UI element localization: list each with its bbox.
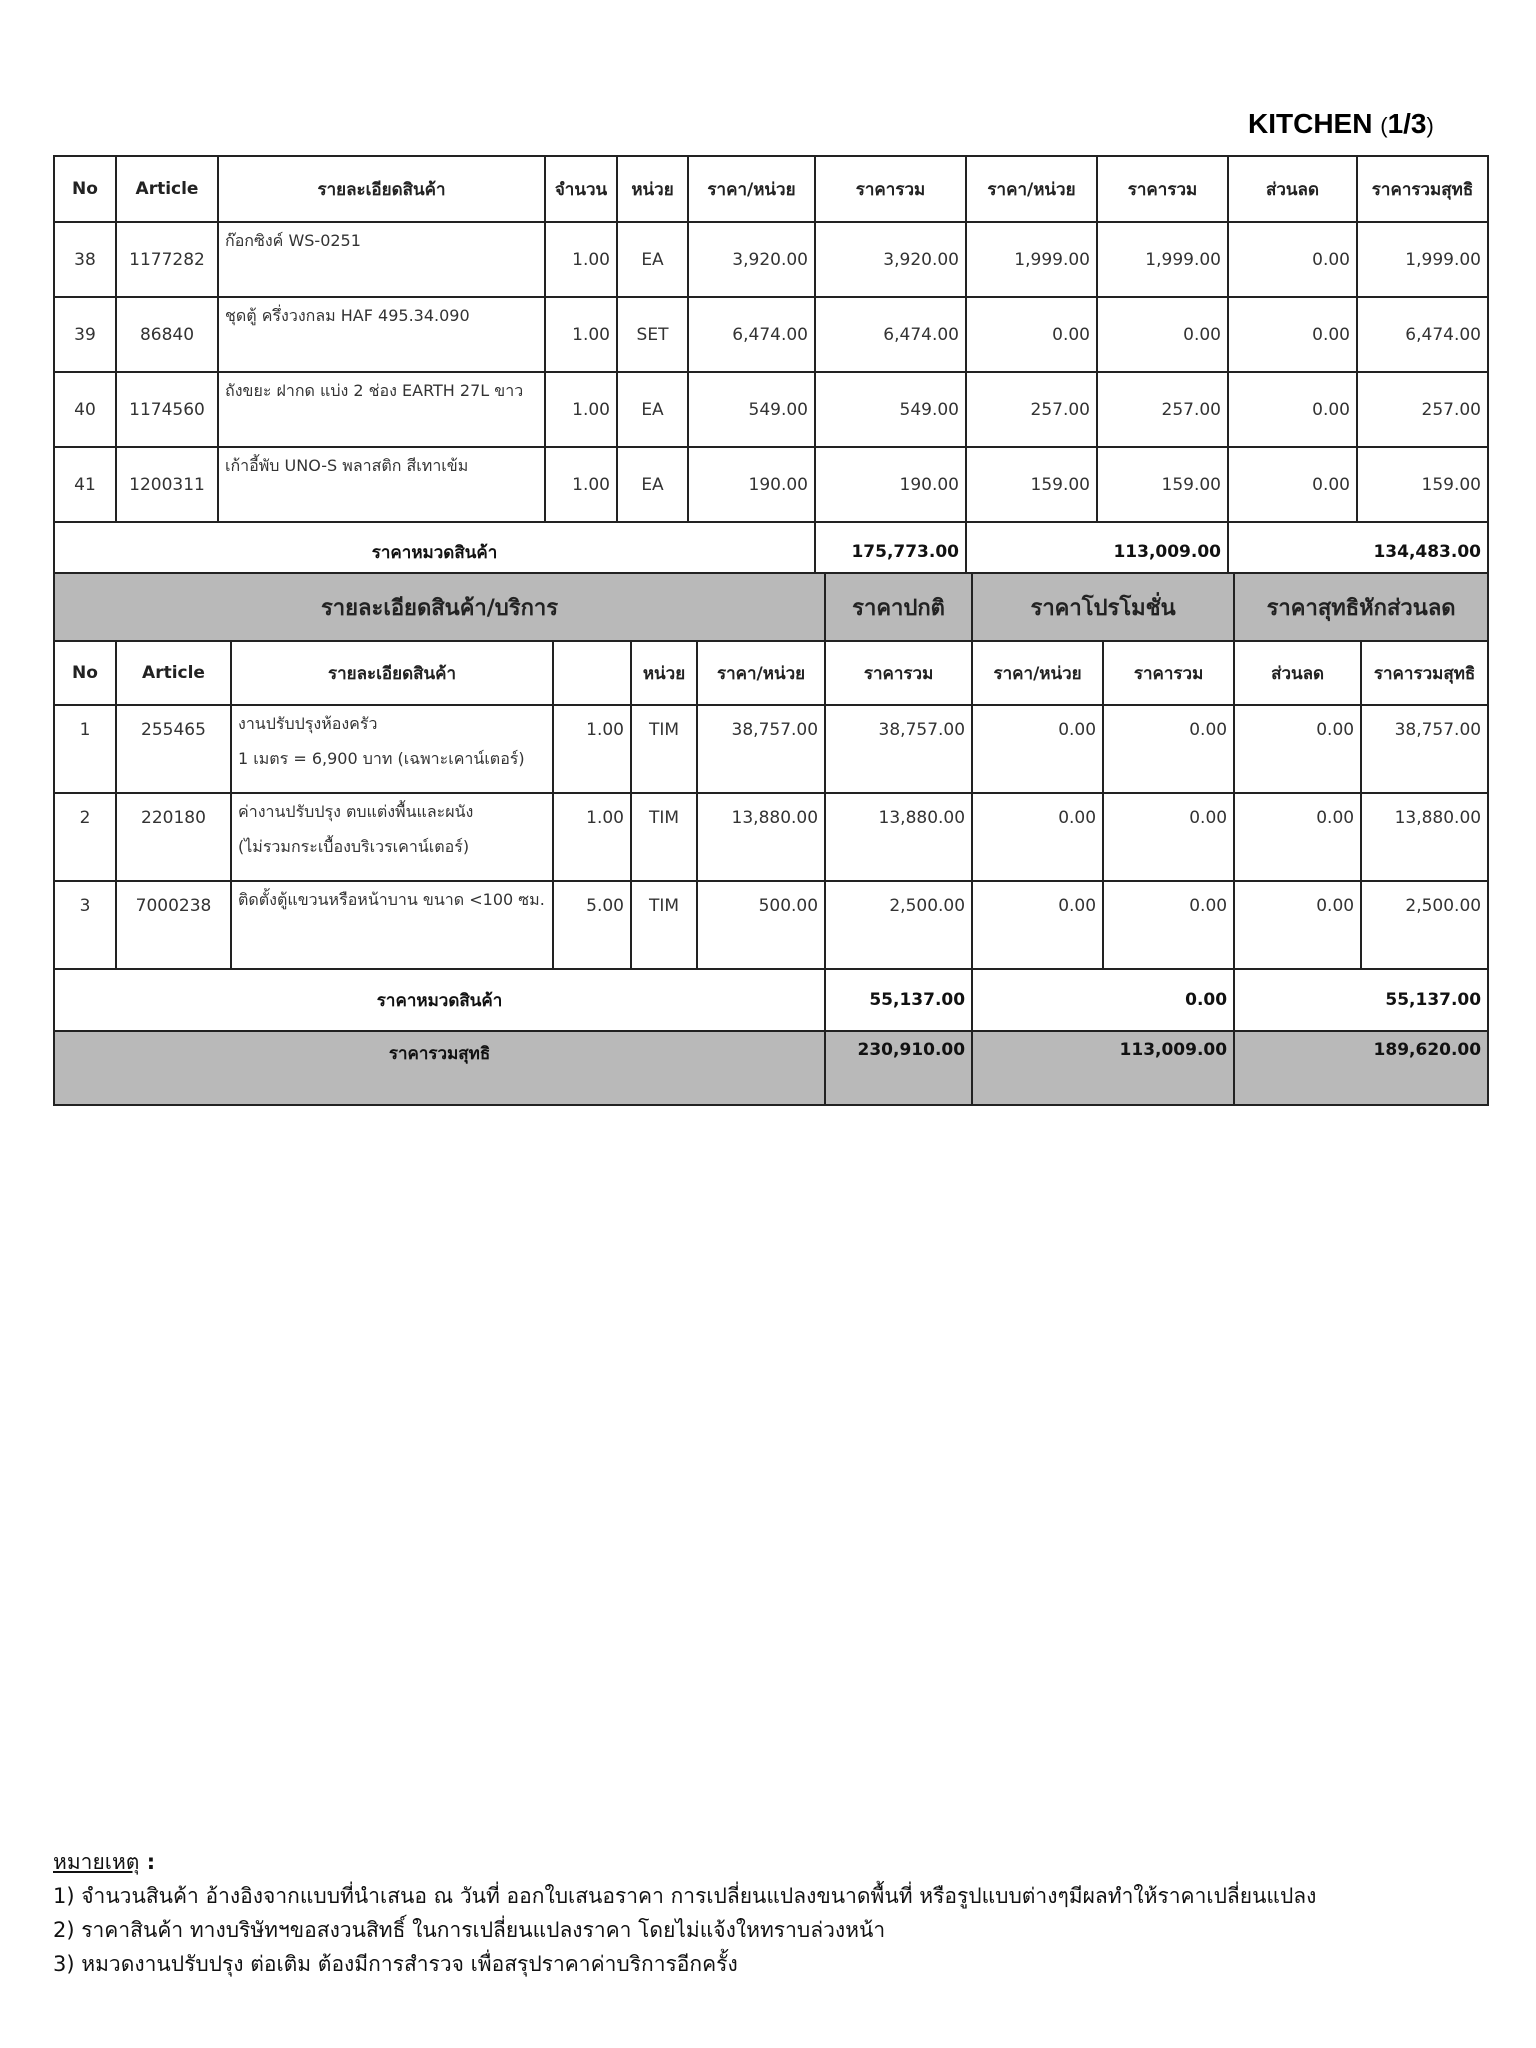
cell-quantity: 1.00	[545, 447, 617, 522]
description-line-1: งานปรับปรุงห้องครัว	[238, 714, 378, 733]
subtotal-label: ราคาหมวดสินค้า	[54, 969, 825, 1031]
cell-article: 7000238	[116, 881, 231, 969]
page-indicator: 1/3	[1387, 108, 1427, 139]
cell-article: 1177282	[116, 222, 218, 297]
cell-no: 40	[54, 372, 116, 447]
notes-section	[53, 1845, 1316, 1981]
table-row	[54, 881, 1488, 969]
cell-unit: EA	[617, 222, 688, 297]
cell-description: ก๊อกซิงค์ WS-0251	[218, 222, 545, 297]
col-header-description: รายละเอียดสินค้า	[231, 641, 553, 705]
cell-total: 3,920.00	[815, 222, 966, 297]
cell-net-total: 257.00	[1357, 372, 1488, 447]
col-header-unit-price: ราคา/หน่วย	[697, 641, 825, 705]
cell-net-total: 2,500.00	[1361, 881, 1488, 969]
subtotal-promo-total: 0.00	[972, 969, 1234, 1031]
cell-total: 13,880.00	[825, 793, 972, 881]
col-header-unit-price: ราคา/หน่วย	[688, 156, 815, 222]
cell-promo-unit-price: 0.00	[972, 881, 1103, 969]
cell-promo-total: 0.00	[1097, 297, 1228, 372]
subtotal-total: 55,137.00	[825, 969, 972, 1031]
cell-promo-unit-price: 0.00	[972, 793, 1103, 881]
section-header-net-price: ราคาสุทธิหักส่วนลด	[1234, 573, 1488, 641]
cell-total: 190.00	[815, 447, 966, 522]
note-item: 3) หมวดงานปรับปรุง ต่อเติม ต้องมีการสำรวจ เพื่อสรุปราคาค่าบริการอีกครั้ง	[53, 1952, 738, 1976]
table-row	[54, 793, 1488, 881]
note-item: 1) จำนวนสินค้า อ้างอิงจากแบบที่นำเสนอ ณ วันที่ ออกใบเสนอราคา การเปลี่ยนแปลงขนาดพื้นที่ หรือรูปแบบต่างๆมีผลทำให้ราคาเปลี่ยนแปลง	[53, 1884, 1317, 1908]
col-header-unit: หน่วย	[631, 641, 697, 705]
cell-unit: EA	[617, 372, 688, 447]
note-item: 2) ราคาสินค้า ทางบริษัทฯขอสงวนสิทธิ์ ในการเปลี่ยนแปลงราคา โดยไม่แจ้งใหทราบล่วงหน้า	[53, 1918, 886, 1942]
cell-description: เก้าอี้พับ UNO-S พลาสติก สีเทาเข้ม	[218, 447, 545, 522]
cell-total: 2,500.00	[825, 881, 972, 969]
description-line-2: (ไม่รวมกระเบื้องบริเวรเคาน์เตอร์)	[238, 837, 470, 856]
col-header-total: ราคารวม	[825, 641, 972, 705]
cell-promo-unit-price: 0.00	[966, 297, 1097, 372]
cell-total: 6,474.00	[815, 297, 966, 372]
notes-title: หมายเหตุ	[53, 1850, 140, 1874]
cell-unit-price: 13,880.00	[697, 793, 825, 881]
cell-promo-total: 0.00	[1103, 793, 1234, 881]
section-header-promo-price: ราคาโปรโมชั่น	[972, 573, 1234, 641]
subtotal-net-total: 134,483.00	[1228, 522, 1488, 582]
table-row	[54, 705, 1488, 793]
col-header-quantity: จำนวน	[545, 156, 617, 222]
col-header-discount: ส่วนลด	[1234, 641, 1361, 705]
cell-article: 255465	[116, 705, 231, 793]
section-header-row	[54, 573, 1488, 641]
subtotal-net-total: 55,137.00	[1234, 969, 1488, 1031]
cell-promo-total: 0.00	[1103, 881, 1234, 969]
cell-discount: 0.00	[1234, 881, 1361, 969]
cell-unit: TIM	[631, 881, 697, 969]
cell-no: 38	[54, 222, 116, 297]
cell-total: 38,757.00	[825, 705, 972, 793]
subtotal-label: ราคาหมวดสินค้า	[54, 522, 815, 582]
grand-total-row	[54, 1031, 1488, 1105]
cell-discount: 0.00	[1234, 705, 1361, 793]
table-header-row	[54, 156, 1488, 222]
table-row	[54, 297, 1488, 372]
cell-article: 220180	[116, 793, 231, 881]
col-header-promo-unit-price: ราคา/หน่วย	[966, 156, 1097, 222]
description-line-1: ติดตั้งตู้แขวนหรือหน้าบาน ขนาด <100 ซม.	[238, 890, 545, 909]
cell-unit-price: 190.00	[688, 447, 815, 522]
cell-description: ชุดตู้ ครึ่งวงกลม HAF 495.34.090	[218, 297, 545, 372]
cell-discount: 0.00	[1234, 793, 1361, 881]
cell-quantity: 5.00	[553, 881, 631, 969]
col-header-net-total: ราคารวมสุทธิ	[1361, 641, 1488, 705]
col-header-unit: หน่วย	[617, 156, 688, 222]
grand-total-net-total: 189,620.00	[1234, 1031, 1488, 1105]
cell-promo-total: 257.00	[1097, 372, 1228, 447]
description-line-2: 1 เมตร = 6,900 บาท (เฉพาะเคาน์เตอร์)	[238, 749, 525, 768]
description-line-1: ค่างานปรับปรุง ตบแต่งพื้นและผนัง	[238, 802, 474, 821]
col-header-no: No	[54, 641, 116, 705]
cell-net-total: 1,999.00	[1357, 222, 1488, 297]
cell-net-total: 6,474.00	[1357, 297, 1488, 372]
col-header-description: รายละเอียดสินค้า	[218, 156, 545, 222]
cell-discount: 0.00	[1228, 222, 1357, 297]
col-header-net-total: ราคารวมสุทธิ	[1357, 156, 1488, 222]
table-row	[54, 372, 1488, 447]
cell-unit-price: 500.00	[697, 881, 825, 969]
col-header-article: Article	[116, 641, 231, 705]
col-header-promo-unit-price: ราคา/หน่วย	[972, 641, 1103, 705]
cell-unit-price: 38,757.00	[697, 705, 825, 793]
cell-quantity: 1.00	[545, 222, 617, 297]
cell-quantity: 1.00	[545, 372, 617, 447]
cell-description	[231, 705, 553, 793]
subtotal-total: 175,773.00	[815, 522, 966, 582]
table-header-row	[54, 641, 1488, 705]
col-header-total: ราคารวม	[815, 156, 966, 222]
cell-no: 2	[54, 793, 116, 881]
cell-net-total: 38,757.00	[1361, 705, 1488, 793]
col-header-discount: ส่วนลด	[1228, 156, 1357, 222]
cell-unit-price: 549.00	[688, 372, 815, 447]
cell-quantity: 1.00	[553, 705, 631, 793]
cell-promo-unit-price: 0.00	[972, 705, 1103, 793]
cell-net-total: 159.00	[1357, 447, 1488, 522]
table-row	[54, 447, 1488, 522]
grand-total-label: ราคารวมสุทธิ	[54, 1031, 825, 1105]
cell-unit: EA	[617, 447, 688, 522]
cell-promo-total: 1,999.00	[1097, 222, 1228, 297]
col-header-promo-total: ราคารวม	[1103, 641, 1234, 705]
cell-article: 86840	[116, 297, 218, 372]
cell-unit: SET	[617, 297, 688, 372]
subtotal-promo-total: 113,009.00	[966, 522, 1228, 582]
table-row	[54, 222, 1488, 297]
cell-quantity: 1.00	[545, 297, 617, 372]
cell-description	[231, 793, 553, 881]
cell-no: 39	[54, 297, 116, 372]
notes-heading: หมายเหตุ :	[53, 1850, 156, 1874]
section-header-description: รายละเอียดสินค้า/บริการ	[54, 573, 825, 641]
cell-net-total: 13,880.00	[1361, 793, 1488, 881]
cell-discount: 0.00	[1228, 297, 1357, 372]
products-table	[53, 155, 1489, 583]
col-header-promo-total: ราคารวม	[1097, 156, 1228, 222]
cell-discount: 0.00	[1228, 372, 1357, 447]
page-title-text: KITCHEN	[1248, 108, 1373, 139]
cell-description	[231, 881, 553, 969]
cell-no: 41	[54, 447, 116, 522]
cell-promo-unit-price: 257.00	[966, 372, 1097, 447]
cell-article: 1200311	[116, 447, 218, 522]
col-header-quantity	[553, 641, 631, 705]
subtotal-row	[54, 969, 1488, 1031]
cell-unit: TIM	[631, 793, 697, 881]
grand-total-total: 230,910.00	[825, 1031, 972, 1105]
cell-total: 549.00	[815, 372, 966, 447]
services-table	[53, 572, 1489, 1106]
cell-promo-unit-price: 159.00	[966, 447, 1097, 522]
cell-promo-total: 0.00	[1103, 705, 1234, 793]
cell-quantity: 1.00	[553, 793, 631, 881]
cell-article: 1174560	[116, 372, 218, 447]
cell-unit-price: 6,474.00	[688, 297, 815, 372]
section-header-normal-price: ราคาปกติ	[825, 573, 972, 641]
cell-unit: TIM	[631, 705, 697, 793]
cell-no: 3	[54, 881, 116, 969]
cell-promo-total: 159.00	[1097, 447, 1228, 522]
col-header-no: No	[54, 156, 116, 222]
cell-no: 1	[54, 705, 116, 793]
cell-unit-price: 3,920.00	[688, 222, 815, 297]
page-title: KITCHEN (1/3)	[1248, 108, 1434, 139]
cell-discount: 0.00	[1228, 447, 1357, 522]
cell-promo-unit-price: 1,999.00	[966, 222, 1097, 297]
grand-total-promo-total: 113,009.00	[972, 1031, 1234, 1105]
cell-description: ถังขยะ ฝากด แบ่ง 2 ช่อง EARTH 27L ขาว	[218, 372, 545, 447]
col-header-article: Article	[116, 156, 218, 222]
